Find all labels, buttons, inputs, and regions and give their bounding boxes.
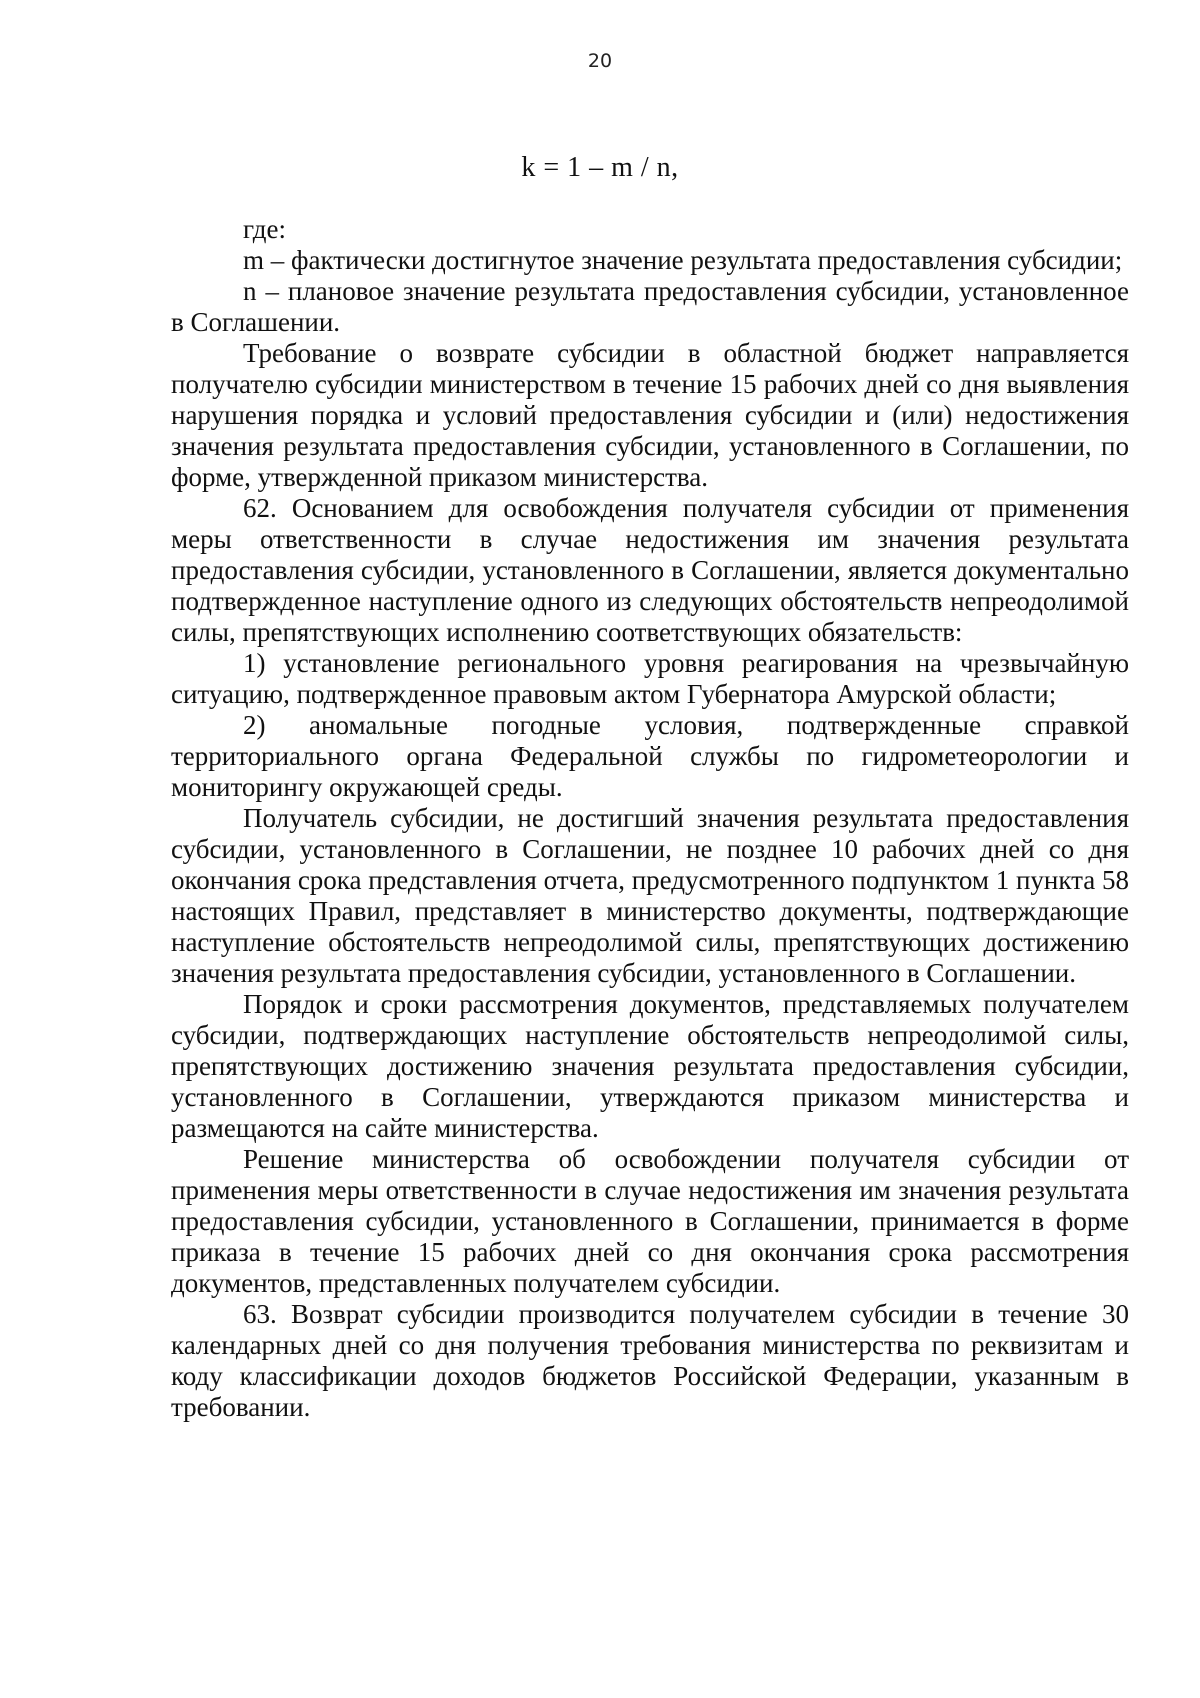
paragraph-n-definition: n – плановое значение результата предоставления субсидии, установленное в Соглашении. bbox=[171, 276, 1129, 337]
paragraph-m-definition: m – фактически достигнутое значение результата предоставления субсидии; bbox=[243, 245, 1123, 275]
paragraph-refund-demand: Требование о возврате субсидии в областной бюджет направляется получателю субсидии министерством в течение 15 рабочих дней со дня выявления нарушения порядка и условий предоставления субсидии и (или) недостижения значения результата предоставления субсидии, установленного в Соглашении, по форме, утвержденной приказом министерства. bbox=[171, 338, 1129, 492]
formula: k = 1 – m / n, bbox=[521, 152, 679, 183]
paragraph-62-item-1: 1) установление регионального уровня реагирования на чрезвычайную ситуацию, подтвержденное правовым актом Губернатора Амурской области; bbox=[171, 648, 1129, 709]
paragraph-review-procedure: Порядок и сроки рассмотрения документов, представляемых получателем субсидии, подтверждающих наступление обстоятельств непреодолимой силы, препятствующих достижению значения результата предоставления субсидии, установленного в Соглашении, утверждаются приказом министерства и размещаются на сайте министерства. bbox=[171, 989, 1129, 1143]
paragraph-ministry-decision: Решение министерства об освобождении получателя субсидии от применения меры ответственности в случае недостижения им значения результата предоставления субсидии, установленного в Соглашении, принимается в форме приказа в течение 15 рабочих дней со дня окончания срока рассмотрения документов, представленных получателем субсидии. bbox=[171, 1144, 1129, 1298]
paragraph-63: 63. Возврат субсидии производится получателем субсидии в течение 30 календарных дней со дня получения требования министерства по реквизитам и коду классификации доходов бюджетов Российской Федерации, указанным в требовании. bbox=[171, 1299, 1129, 1422]
paragraph-where: где: bbox=[243, 214, 286, 244]
paragraph-62-item-2: 2) аномальные погодные условия, подтвержденные справкой территориального органа Федеральной службы по гидрометеорологии и мониторингу окружающей среды. bbox=[171, 710, 1129, 802]
page-number: 20 bbox=[587, 50, 613, 72]
paragraph-62: 62. Основанием для освобождения получателя субсидии от применения меры ответственности в случае недостижения им значения результата предоставления субсидии, установленного в Соглашении, является документально подтвержденное наступление одного из следующих обстоятельств непреодолимой силы, препятствующих исполнению соответствующих обязательств: bbox=[171, 493, 1129, 647]
paragraph-recipient-documents: Получатель субсидии, не достигший значения результата предоставления субсидии, установленного в Соглашении, не позднее 10 рабочих дней со дня окончания срока представления отчета, предусмотренного подпунктом 1 пункта 58 настоящих Правил, представляет в министерство документы, подтверждающие наступление обстоятельств непреодолимой силы, препятствующих достижению значения результата предоставления субсидии, установленного в Соглашении. bbox=[171, 803, 1129, 988]
document-body bbox=[171, 214, 1129, 1423]
